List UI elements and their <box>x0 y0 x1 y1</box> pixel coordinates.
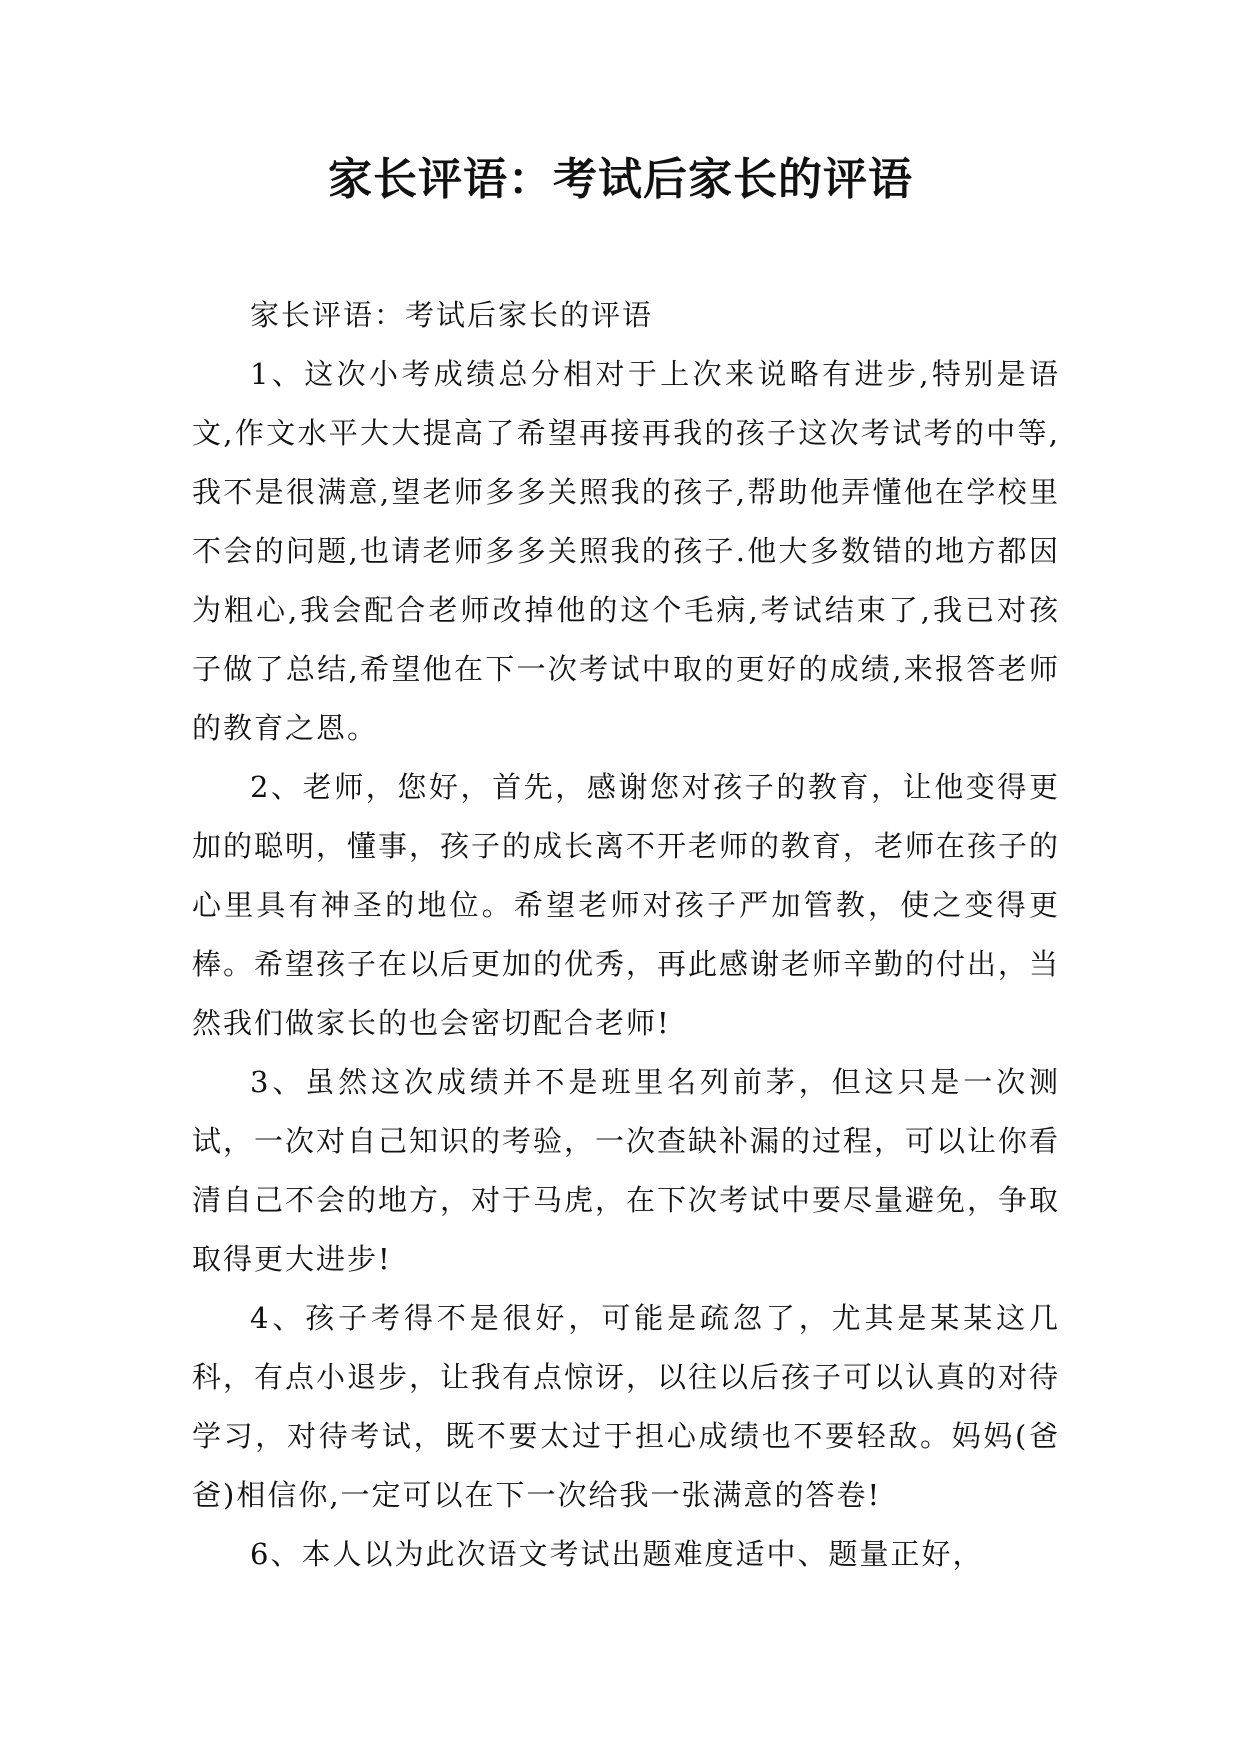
document-body <box>192 286 1060 1584</box>
paragraph-heading: 家长评语：考试后家长的评语 <box>250 298 654 332</box>
paragraph-6: 6、本人以为此次语文考试出题难度适中、题量正好， <box>250 1537 984 1571</box>
paragraph-3: 3、虽然这次成绩并不是班里名列前茅，但这只是一次测试，一次对自己知识的考验，一次查缺补漏的过程，可以让你看清自己不会的地方，对于马虎，在下次考试中要尽量避免，争取取得更大进步! <box>192 1065 1061 1276</box>
paragraph-2: 2、老师，您好，首先，感谢您对孩子的教育，让他变得更加的聪明，懂事，孩子的成长离不开老师的教育，老师在孩子的心里具有神圣的地位。希望老师对孩子严加管教，使之变得更棒。希望孩子在以后更加的优秀，再此感谢老师辛勤的付出，当然我们做家长的也会密切配合老师! <box>192 770 1061 1040</box>
document-title: 家长评语：考试后家长的评语 <box>328 154 913 205</box>
paragraph-4: 4、孩子考得不是很好，可能是疏忽了，尤其是某某这几科，有点小退步，让我有点惊讶，以往以后孩子可以认真的对待学习，对待考试，既不要太过于担心成绩也不要轻敌。妈妈(爸爸)相信你,一定可以在下一次给我一张满意的答卷! <box>192 1301 1061 1512</box>
paragraph-1: 1、这次小考成绩总分相对于上次来说略有进步,特别是语文,作文水平大大提高了希望再接再我的孩子这次考试考的中等,我不是很满意,望老师多多关照我的孩子,帮助他弄懂他在学校里不会的问题,也请老师多多关照我的孩子.他大多数错的地方都因为粗心,我会配合老师改掉他的这个毛病,考试结束了,我已对孩子做了总结,希望他在下一次考试中取的更好的成绩,来报答老师的教育之恩。 <box>192 357 1060 745</box>
